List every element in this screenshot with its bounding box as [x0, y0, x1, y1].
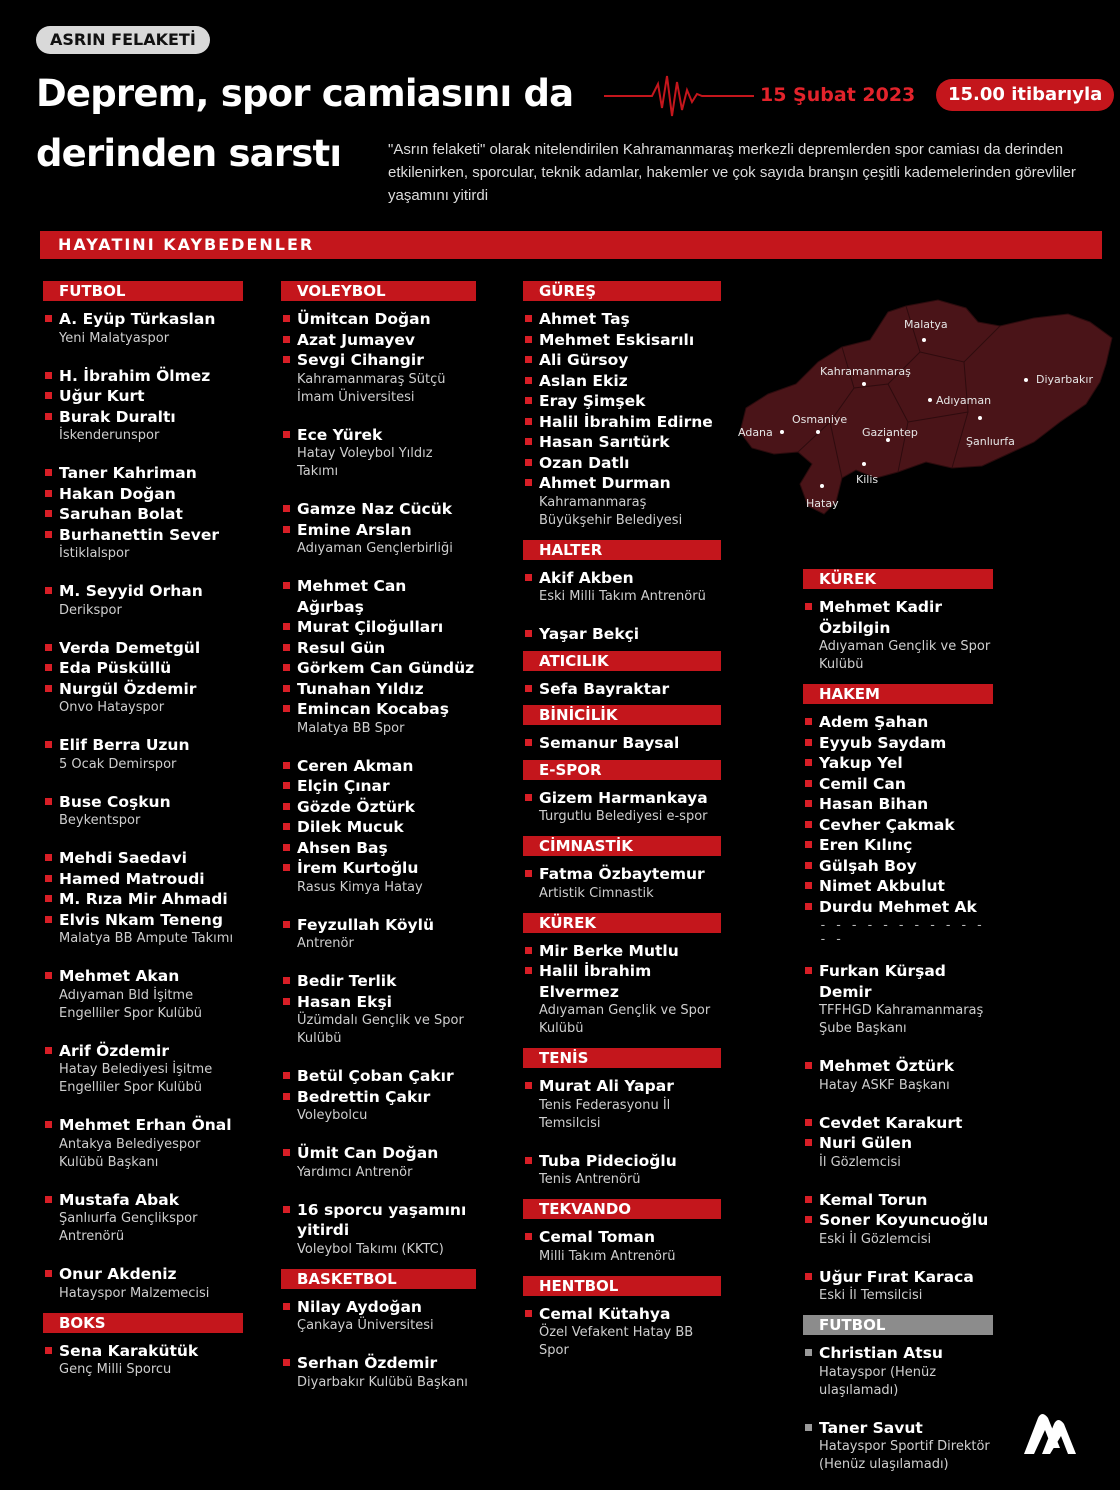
affiliation-text: Onvo Hatayspor: [59, 700, 165, 715]
affiliation-text: Antakya Belediyespor Kulübü Başkanı: [59, 1136, 201, 1170]
section-banner: [40, 231, 1102, 259]
person-name: Sefa Bayraktar: [523, 679, 721, 700]
person-name: İrem Kurtoğlu: [281, 858, 476, 879]
category-header: CİMNASTİK: [523, 836, 721, 856]
affiliation-text: Milli Takım Antrenörü: [539, 1248, 676, 1264]
person-name: Mehmet Eskisarılı: [523, 330, 721, 351]
person-group: [43, 1190, 243, 1247]
person-name: Ceren Akman: [281, 756, 476, 777]
person-group: [523, 1076, 721, 1133]
person-group: [803, 712, 993, 947]
person-name: Emincan Kocabaş: [281, 699, 476, 720]
affiliation-text: Yeni Malatyaspor: [59, 330, 170, 346]
person-name: Ahmet Durman: [523, 473, 721, 494]
person-group: [803, 1190, 993, 1249]
category-header: BOKS: [43, 1313, 243, 1333]
person-name: Saruhan Bolat: [43, 504, 243, 525]
person-name: Dilek Mucuk: [281, 817, 476, 838]
affiliation-text: Şanlıurfa Gençlikspor Antrenörü: [59, 1211, 198, 1244]
category-section: [523, 540, 721, 645]
affiliation-text: Özel Vefakent Hatay BB Spor: [539, 1325, 694, 1358]
category-header: FUTBOL: [803, 1315, 993, 1335]
person-group: [523, 733, 721, 754]
category-header: TENİS: [523, 1048, 721, 1068]
person-name: Elvis Nkam Teneng: [43, 910, 243, 931]
person-group: [523, 624, 721, 645]
map-label-kahramanmaras: Kahramanmaraş: [820, 365, 911, 378]
person-name: Emine Arslan: [281, 520, 476, 541]
person-name: Yakup Yel: [803, 753, 993, 774]
affiliation-text: Adıyaman Gençlik ve Spor Kulübü: [539, 1003, 711, 1036]
category-header: E-SPOR: [523, 760, 721, 780]
person-name: Gözde Öztürk: [281, 797, 476, 818]
affiliation-text: Hatay Voleybol Yıldız Takımı: [297, 446, 433, 479]
affiliation-text: Adıyaman Bld İşitme Engelliler Spor Kulübü: [59, 987, 203, 1021]
person-group: [803, 1267, 993, 1306]
map-label-adana: Adana: [738, 426, 773, 439]
person-name: Cevher Çakmak: [803, 815, 993, 836]
person-name: Uğur Fırat Karaca: [803, 1267, 993, 1288]
affiliation-text: Rasus Kimya Hatay: [297, 879, 423, 895]
affiliation-text: İl Gözlemcisi: [819, 1154, 901, 1170]
person-name: Akif Akben: [523, 568, 721, 589]
affiliation-text: Hatayspor (Henüz ulaşılamadı): [819, 1364, 937, 1398]
person-name: Serhan Özdemir: [281, 1353, 476, 1374]
person-name: Christian Atsu: [803, 1343, 993, 1364]
person-name: Mehdi Saedavi: [43, 848, 243, 869]
seismograph-icon: [604, 72, 754, 122]
person-group: [281, 1200, 476, 1259]
category-header: BİNİCİLİK: [523, 705, 721, 725]
person-group: [281, 1066, 476, 1125]
person-name: Mehmet Akan: [43, 966, 243, 987]
person-group: [43, 792, 243, 831]
person-group: [281, 1353, 476, 1392]
affiliation-text: Eski İl Gözlemcisi: [819, 1231, 932, 1247]
affiliation-text: Yardımcı Antrenör: [297, 1164, 413, 1180]
person-name: Nimet Akbulut: [803, 876, 993, 897]
person-name: Ali Gürsoy: [523, 350, 721, 371]
aa-logo-icon: [1020, 1410, 1076, 1456]
person-group: [523, 679, 721, 700]
person-group: [281, 915, 476, 954]
person-name: Fatma Özbaytemur: [523, 864, 721, 885]
person-name: Betül Çoban Çakır: [281, 1066, 476, 1087]
affiliation-text: Derikspor: [59, 602, 122, 618]
person-name: Hasan Ekşi: [281, 992, 476, 1013]
person-name: Bedir Terlik: [281, 971, 476, 992]
person-name: Kemal Torun: [803, 1190, 993, 1211]
person-name: Cemil Can: [803, 774, 993, 795]
affiliation-text: 5 Ocak Demirspor: [59, 756, 177, 772]
person-name: Gamze Naz Cücük: [281, 499, 476, 520]
person-group: [523, 568, 721, 607]
banner-label: HAYATINI KAYBEDENLER: [58, 235, 315, 254]
date-label: 15 Şubat 2023: [760, 84, 916, 106]
person-group: [523, 864, 721, 903]
category-header: HAKEM: [803, 684, 993, 704]
person-group: [523, 309, 721, 530]
person-name: Azat Jumayev: [281, 330, 476, 351]
map-label-osmaniye: Osmaniye: [792, 413, 848, 426]
person-group: [803, 1056, 993, 1095]
person-group: [803, 1343, 993, 1400]
person-group: [43, 581, 243, 620]
person-name: Onur Akdeniz: [43, 1264, 243, 1285]
affiliation-text: Adıyaman Gençlik ve Spor Kulübü: [819, 639, 991, 672]
person-name: Uğur Kurt: [43, 386, 243, 407]
person-group: [43, 366, 243, 446]
person-name: Bedrettin Çakır: [281, 1087, 476, 1108]
person-name: Soner Koyuncuoğlu: [803, 1210, 993, 1231]
map-label-kilis: Kilis: [856, 473, 879, 486]
person-name: Elif Berra Uzun: [43, 735, 243, 756]
category-header: ATICILIK: [523, 651, 721, 671]
person-name: Resul Gün: [281, 638, 476, 659]
person-group: [803, 597, 993, 674]
category-header: TEKVANDO: [523, 1199, 721, 1219]
category-section: [43, 1313, 243, 1380]
category-header: GÜREŞ: [523, 281, 721, 301]
person-name: Ozan Datlı: [523, 453, 721, 474]
person-group: [43, 966, 243, 1023]
person-name: Semanur Baysal: [523, 733, 721, 754]
person-group: [281, 499, 476, 558]
category-header: KÜREK: [523, 913, 721, 933]
person-name: Verda Demetgül: [43, 638, 243, 659]
person-name: Ahmet Taş: [523, 309, 721, 330]
affiliation-text: Tenis Antrenörü: [539, 1172, 641, 1187]
person-name: A. Eyüp Türkaslan: [43, 309, 243, 330]
person-name: Ümitcan Doğan: [281, 309, 476, 330]
person-group: [523, 1151, 721, 1190]
affiliation-text: Voleybol Takımı (KKTC): [297, 1241, 444, 1257]
map-label-malatya: Malatya: [904, 318, 948, 331]
person-group: [523, 941, 721, 1039]
person-group: [43, 463, 243, 563]
person-group: [803, 961, 993, 1038]
category-header: VOLEYBOL: [281, 281, 476, 301]
person-name: H. İbrahim Ölmez: [43, 366, 243, 387]
person-group: [43, 848, 243, 948]
person-name: Cemal Kütahya: [523, 1304, 721, 1325]
category-section: [523, 1276, 721, 1361]
person-name: Arif Özdemir: [43, 1041, 243, 1062]
person-name: Hasan Sarıtürk: [523, 432, 721, 453]
person-name: Furkan Kürşad Demir: [803, 961, 993, 1002]
affiliation-text: Hatayspor Sportif Direktör (Henüz ulaşılamadı): [819, 1439, 990, 1472]
person-name: Taner Kahriman: [43, 463, 243, 484]
person-group: [43, 1115, 243, 1172]
affiliation-text: Kahramanmaraş Sütçü İmam Üniversitesi: [297, 371, 446, 405]
person-name: Taner Savut: [803, 1418, 993, 1439]
category-header: BASKETBOL: [281, 1269, 476, 1289]
person-name: Sevgi Cihangir: [281, 350, 476, 371]
person-group: [803, 1113, 993, 1172]
person-name: Elçin Çınar: [281, 776, 476, 797]
category-section: [803, 1315, 993, 1474]
person-name: Hakan Doğan: [43, 484, 243, 505]
affiliation-text: TFFHGD Kahramanmaraş Şube Başkanı: [819, 1003, 984, 1036]
affiliation-text: Kahramanmaraş Büyükşehir Belediyesi: [539, 494, 683, 528]
person-name: Mehmet Kadir Özbilgin: [803, 597, 993, 638]
affiliation-text: İskenderunspor: [59, 428, 160, 443]
person-name: Cevdet Karakurt: [803, 1113, 993, 1134]
affiliation-text: Eski Milli Takım Antrenörü: [539, 589, 706, 604]
person-name: Adem Şahan: [803, 712, 993, 733]
person-name: Gülşah Boy: [803, 856, 993, 877]
person-group: [43, 1264, 243, 1303]
person-group: [281, 1143, 476, 1182]
person-name: Gizem Harmankaya: [523, 788, 721, 809]
column-2: [281, 281, 476, 1402]
person-name: Mehmet Can Ağırbaş: [281, 576, 476, 617]
person-name: Ümit Can Doğan: [281, 1143, 476, 1164]
time-badge: 15.00 itibarıyla: [936, 79, 1114, 111]
person-name: Burhanettin Sever: [43, 525, 243, 546]
separator-line: - - - - - - - - - - - - -: [819, 918, 984, 947]
person-name: Nurgül Özdemir: [43, 679, 243, 700]
category-section: [281, 281, 476, 1259]
person-group: [281, 971, 476, 1048]
affiliation-text: Artistik Cimnastik: [539, 885, 654, 901]
affiliation-text: Malatya BB Spor: [297, 720, 405, 736]
person-name: Ahsen Baş: [281, 838, 476, 859]
person-name: Aslan Ekiz: [523, 371, 721, 392]
person-name: Eda Püsküllü: [43, 658, 243, 679]
person-group: [281, 309, 476, 407]
person-name: Yaşar Bekçi: [523, 624, 721, 645]
map-label-diyarbakir: Diyarbakır: [1036, 373, 1093, 386]
person-name: Burak Duraltı: [43, 407, 243, 428]
affiliation-text: Hatayspor Malzemecisi: [59, 1285, 210, 1301]
affiliation-text: Malatya BB Ampute Takımı: [59, 931, 234, 946]
person-name: Ece Yürek: [281, 425, 476, 446]
category-section: [523, 913, 721, 1039]
person-group: [523, 1304, 721, 1361]
category-section: [523, 1048, 721, 1189]
affiliation-text: Genç Milli Sporcu: [59, 1362, 172, 1377]
person-name: Eren Kılınç: [803, 835, 993, 856]
affiliation-text: Beykentspor: [59, 813, 141, 828]
affiliation-text: Eski İl Temsilcisi: [819, 1288, 923, 1303]
category-section: [523, 836, 721, 903]
category-header: HENTBOL: [523, 1276, 721, 1296]
affiliation-text: Turgutlu Belediyesi e-spor: [539, 809, 708, 824]
person-group: [281, 576, 476, 738]
affiliation-text: Antrenör: [297, 936, 354, 951]
person-group: [43, 638, 243, 718]
person-name: Hasan Bihan: [803, 794, 993, 815]
map-label-adiyaman: Adıyaman: [936, 394, 992, 407]
affiliation-text: Hatay Belediyesi İşitme Engelliler Spor Kulübü: [59, 1062, 213, 1095]
person-name: Mir Berke Mutlu: [523, 941, 721, 962]
affiliation-text: Hatay ASKF Başkanı: [819, 1077, 950, 1093]
category-section: [803, 684, 993, 1305]
person-group: [43, 1041, 243, 1098]
person-name: Nilay Aydoğan: [281, 1297, 476, 1318]
person-group: [281, 756, 476, 897]
top-tag: ASRIN FELAKETİ: [36, 26, 210, 54]
affiliation-text: Çankaya Üniversitesi: [297, 1318, 434, 1333]
affiliation-text: İstiklalspor: [59, 546, 130, 561]
person-name: Tuba Pidecioğlu: [523, 1151, 721, 1172]
person-name: Feyzullah Köylü: [281, 915, 476, 936]
category-section: [43, 281, 243, 1303]
person-name: Halil İbrahim Elvermez: [523, 961, 721, 1002]
person-group: [43, 735, 243, 774]
person-name: Cemal Toman: [523, 1227, 721, 1248]
person-group: [523, 1227, 721, 1266]
person-name: Mustafa Abak: [43, 1190, 243, 1211]
category-section: [281, 1269, 476, 1392]
person-name: M. Seyyid Orhan: [43, 581, 243, 602]
person-group: [43, 1341, 243, 1380]
map-label-hatay: Hatay: [806, 497, 839, 510]
person-name: Halil İbrahim Edirne: [523, 412, 721, 433]
affiliation-text: Tenis Federasyonu İl Temsilcisi: [539, 1097, 671, 1131]
person-name: Hamed Matroudi: [43, 869, 243, 890]
map-label-gaziantep: Gaziantep: [862, 426, 918, 439]
column-4: [803, 569, 993, 1484]
person-name: Sena Karakütük: [43, 1341, 243, 1362]
map-label-sanliurfa: Şanlıurfa: [966, 435, 1015, 448]
category-section: [523, 760, 721, 827]
person-name: Durdu Mehmet Ak: [803, 897, 993, 918]
affiliation-text: Üzümdalı Gençlik ve Spor Kulübü: [297, 1013, 464, 1046]
category-section: [523, 1199, 721, 1266]
category-section: [523, 705, 721, 754]
person-name: Murat Ali Yapar: [523, 1076, 721, 1097]
person-name: 16 sporcu yaşamını yitirdi: [281, 1200, 476, 1241]
person-name: Eyyub Saydam: [803, 733, 993, 754]
person-name: Buse Coşkun: [43, 792, 243, 813]
category-header: FUTBOL: [43, 281, 243, 301]
person-group: [281, 1297, 476, 1336]
region-map: [738, 292, 1114, 522]
category-header: KÜREK: [803, 569, 993, 589]
person-name: M. Rıza Mir Ahmadi: [43, 889, 243, 910]
category-section: [523, 651, 721, 700]
person-name: Eray Şimşek: [523, 391, 721, 412]
person-group: [43, 309, 243, 348]
column-3: [523, 281, 721, 1370]
affiliation-text: Voleybolcu: [297, 1108, 368, 1123]
person-name: Mehmet Erhan Önal: [43, 1115, 243, 1136]
earthquake-region-shape: [740, 300, 1112, 514]
person-name: Nuri Gülen: [803, 1133, 993, 1154]
title-line-1: Deprem, spor camiasını da: [36, 72, 574, 115]
category-header: HALTER: [523, 540, 721, 560]
category-section: [523, 281, 721, 530]
person-group: [523, 788, 721, 827]
person-group: [281, 425, 476, 482]
column-1: [43, 281, 243, 1389]
affiliation-text: Adıyaman Gençlerbirliği: [297, 541, 453, 556]
person-name: Murat Çiloğulları: [281, 617, 476, 638]
category-section: [803, 569, 993, 674]
intro-text: "Asrın felaketi" olarak nitelendirilen Kahramanmaraş merkezli depremlerden spor camiası da derinden etkilenirken, sporcular, teknik adamlar, hakemler ve çok sayıda branşın çeşitli kademelerinden görevliler yaşamını yitirdi: [388, 141, 1076, 204]
person-name: Tunahan Yıldız: [281, 679, 476, 700]
person-name: Görkem Can Gündüz: [281, 658, 476, 679]
title-line-2: derinden sarstı: [36, 132, 342, 175]
affiliation-text: Diyarbakır Kulübü Başkanı: [297, 1374, 468, 1390]
person-name: Mehmet Öztürk: [803, 1056, 993, 1077]
person-group: [803, 1418, 993, 1475]
